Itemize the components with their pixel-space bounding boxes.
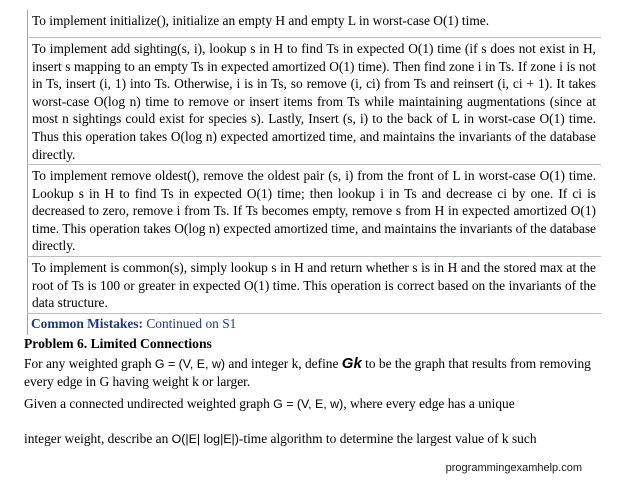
task-text: integer weight, describe an bbox=[24, 431, 172, 446]
solution-box-divider bbox=[27, 37, 601, 38]
solution-initialize: To implement initialize(), initialize an empty H and empty L in worst-case O(1) time. bbox=[32, 13, 490, 28]
problem-definition bbox=[24, 355, 604, 391]
task-text: Given a connected undirected weighted graph bbox=[24, 396, 274, 411]
common-mistakes-label: Common Mistakes: bbox=[31, 316, 143, 331]
solution-box-divider bbox=[27, 313, 601, 314]
definition-text: to be the graph that results from removing every edge in G having weight k or larger. bbox=[24, 356, 591, 389]
graph-definition: G = (V, E, w) bbox=[154, 357, 226, 371]
solution-box-divider bbox=[27, 164, 601, 165]
problem-task-continued bbox=[24, 430, 604, 448]
problem-task bbox=[24, 395, 604, 413]
solution-remove-oldest: To implement remove oldest(), remove the oldest pair (s, i) from the front of L in worst-case O(1) time. Lookup s in H to find Ts in expected O(1) time; then lookup i in Ts and decrease ci by one. If ci is decreased to zero, remove i from Ts. If Ts becomes empty, remove s from H in expected amortized O(1) time. This operation takes O(log n) expected amortized time, and maintains the invariants of the database directly. bbox=[32, 168, 596, 254]
definition-text: For any weighted graph bbox=[24, 356, 155, 371]
gk-symbol: Gk bbox=[341, 355, 362, 372]
task-text: , where every edge has a unique bbox=[343, 396, 515, 411]
task-graph: G = (V, E, w) bbox=[273, 397, 344, 411]
solution-is-common: To implement is common(s), simply lookup s in H and return whether s is in H and the stored max at the root of Ts is 100 or greater in expected O(1) time. This operation is correct based on the invariants of the data structure. bbox=[32, 260, 596, 311]
task-text: -time algorithm to determine the largest value of k such bbox=[238, 431, 537, 446]
problem-title: Problem 6. Limited Connections bbox=[24, 336, 212, 351]
solution-box-divider bbox=[27, 256, 601, 257]
solution-add-sighting: To implement add sighting(s, i), lookup s in H to find Ts in expected O(1) time (if s does not exist in H, insert s mapping to an empty Ts in expected amortized O(1) time). Then find zone i in Ts. If zone i is not in Ts, insert (i, 1) into Ts. Otherwise, i is in Ts, so remove (i, ci) from Ts and reinsert (i, ci + 1). It takes worst-case O(log n) time to remove or insert items from Ts while maintaining augmentations (since at most n sightings could exist for species s). Lastly, Insert (s, i) to the back of L in worst-case O(1) time. Thus this operation takes O(log n) expected amortized time, and maintains the invariants of the database directly. bbox=[32, 41, 596, 162]
common-mistakes bbox=[31, 316, 236, 332]
common-mistakes-text: Continued on S1 bbox=[146, 316, 237, 331]
definition-text: and integer k, define bbox=[225, 356, 342, 371]
complexity: O(|E| log|E|) bbox=[171, 432, 239, 446]
solution-box-left-border bbox=[27, 10, 28, 335]
footer-site: programmingexamhelp.com bbox=[445, 462, 582, 474]
